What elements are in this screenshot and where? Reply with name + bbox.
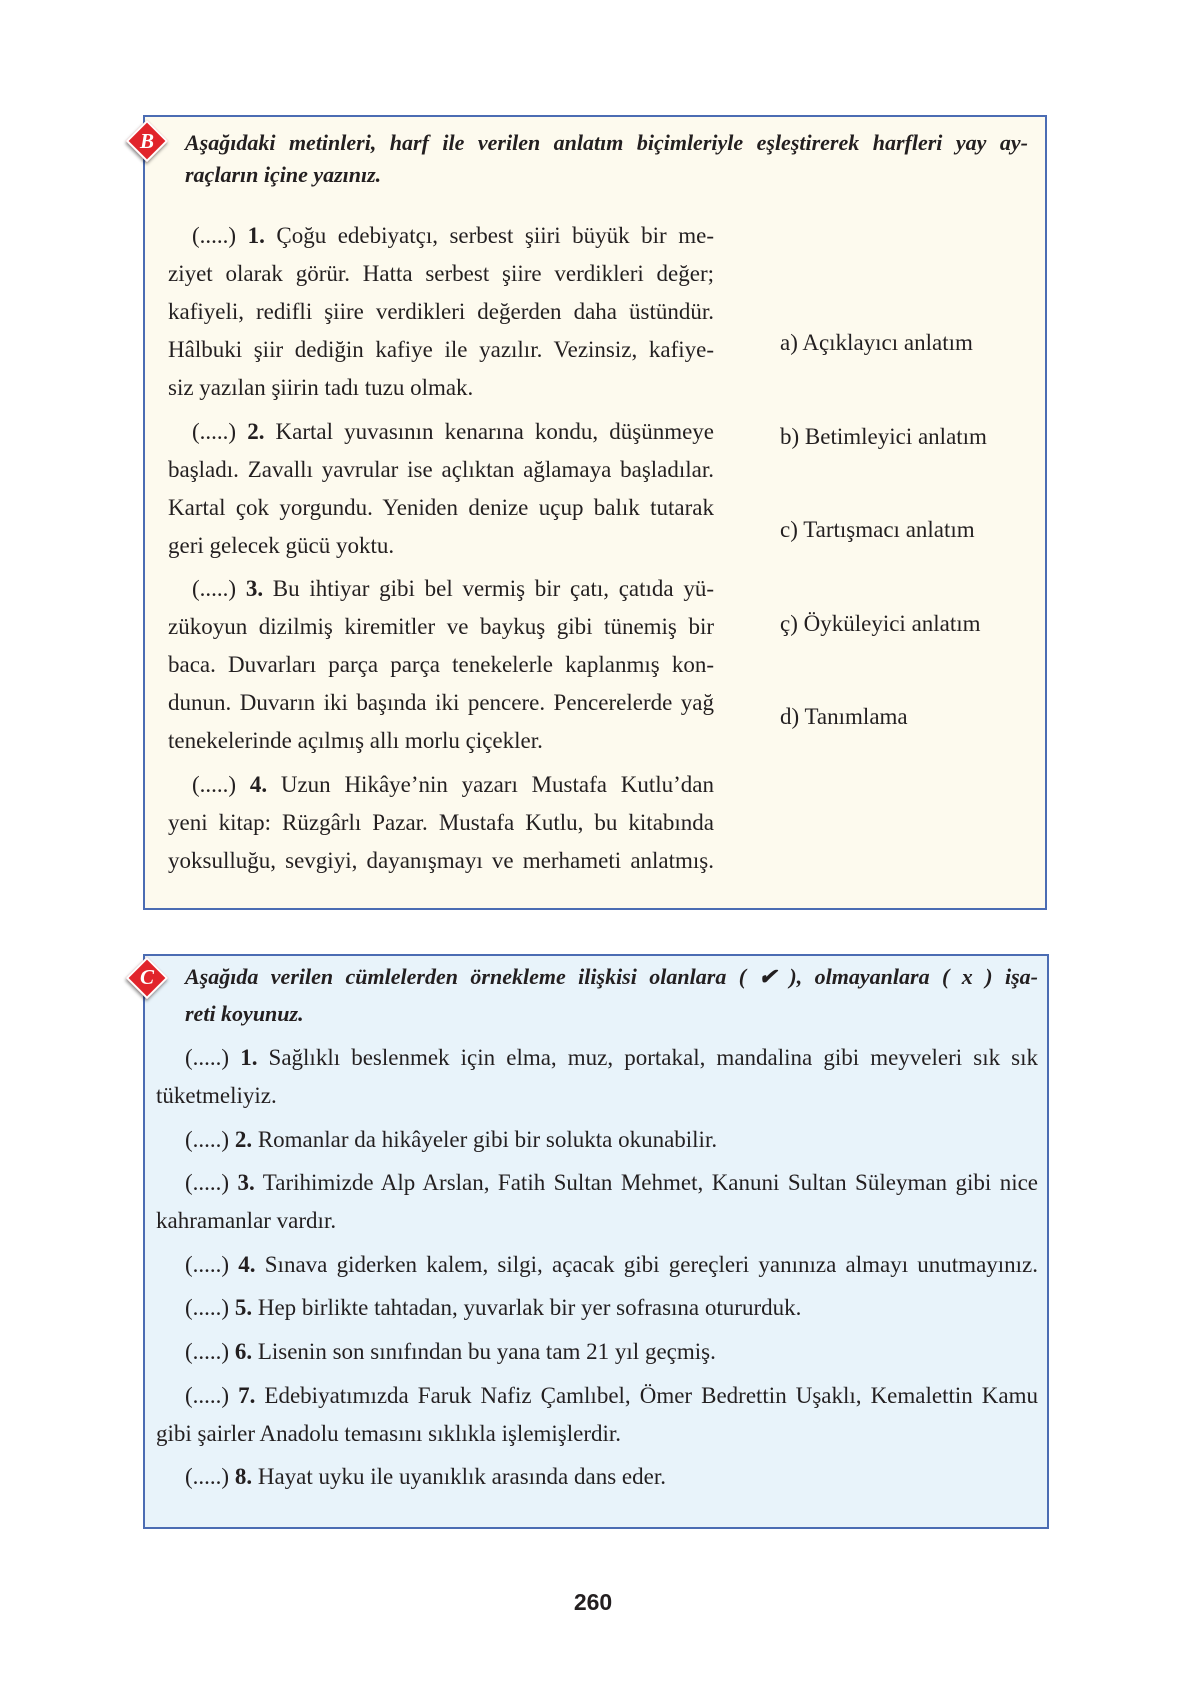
text-line-content: Uzun Hikâye’nin yazarı Mustafa Kutlu’dan — [280, 772, 714, 798]
text-3-line-2: zükoyun dizilmiş kiremitler ve baykuş gibi tünemiş bir — [168, 614, 714, 640]
sentence-line-content: Hayat uyku ile uyanıklık arasında dans eder. — [257, 1464, 666, 1490]
sentence-number: 2. — [234, 1126, 253, 1152]
exercise-b-texts — [168, 217, 714, 880]
section-c-letter: C — [139, 965, 154, 989]
section-b-letter: B — [139, 128, 154, 153]
text-number: 4. — [249, 772, 268, 798]
answer-blank: (.....) — [185, 1382, 230, 1408]
answer-blank: (.....) — [192, 223, 237, 248]
text-1 — [168, 217, 714, 407]
text-2-line-2: başladı. Zavallı yavrular ise açlıktan ağlamaya başladılar. — [168, 456, 714, 482]
sentence-7 — [156, 1377, 1038, 1453]
sentence-line-content: Hep birlikte tahtadan, yuvarlak bir yer sofrasına otururduk. — [257, 1295, 802, 1321]
sentence-number: 5. — [234, 1295, 253, 1321]
sentence-number: 7. — [238, 1382, 256, 1408]
sentence-2 — [156, 1121, 1038, 1159]
option-c: c) Tartışmacı anlatım — [780, 517, 975, 543]
text-4 — [168, 766, 714, 880]
section-b-badge-icon — [132, 126, 162, 156]
sentence-1-line-2: tüketmeliyiz. — [156, 1083, 277, 1108]
sentence-line-content: Sağlıklı beslenmek için elma, muz, portakal, mandalina gibi meyveleri sık sık — [268, 1045, 1039, 1070]
sentence-5 — [156, 1289, 1038, 1327]
text-number: 1. — [247, 223, 265, 248]
answer-blank: (.....) — [185, 1251, 230, 1277]
text-4-line-2: yeni kitap: Rüzgârlı Pazar. Mustafa Kutlu, bu kitabında — [168, 810, 714, 836]
text-2-line-4: geri gelecek gücü yoktu. — [168, 532, 395, 558]
sentence-number: 8. — [234, 1464, 253, 1490]
exercise-c-sentences — [156, 1039, 1038, 1496]
sentence-3-line-1 — [156, 1164, 1038, 1202]
answer-blank: (.....) — [185, 1464, 230, 1490]
sentence-4 — [156, 1246, 1038, 1284]
text-4-line-1 — [168, 766, 714, 804]
option-c-cedilla: ç) Öyküleyici anlatım — [780, 610, 981, 636]
answer-blank: (.....) — [185, 1338, 230, 1364]
text-line-content: Kartal yuvasının kenarına kondu, düşünmeye — [275, 418, 715, 444]
sentence-3 — [156, 1164, 1038, 1240]
text-1-line-4: Hâlbuki şiir dediğin kafiye ile yazılır. Vezinsiz, kafiye- — [168, 337, 714, 362]
text-3-line-5: tenekelerinde açılmış allı morlu çiçekler. — [168, 728, 543, 754]
instruction-line-1: Aşağıda verilen cümlelerden örnekleme ilişkisi olanlara ( ✔ ), olmayanlara ( x ) işa- — [185, 963, 1038, 989]
exercise-b-box — [139, 115, 1047, 910]
sentence-6 — [156, 1333, 1038, 1371]
sentence-6-line-1 — [156, 1333, 1038, 1371]
text-3-line-1 — [168, 570, 714, 608]
text-line-content: Çoğu edebiyatçı, serbest şiiri büyük bir me- — [276, 223, 714, 248]
answer-blank: (.....) — [192, 418, 237, 444]
sentence-line-content: Romanlar da hikâyeler gibi bir solukta okunabilir. — [257, 1126, 718, 1152]
text-3-line-4: dunun. Duvarın iki başında iki pencere. Pencerelerde yağ — [168, 690, 714, 716]
sentence-7-line-2: gibi şairler Anadolu temasını sıklıkla işlemişlerdir. — [156, 1420, 622, 1446]
sentence-line-content: Edebiyatımızda Faruk Nafiz Çamlıbel, Ömer Bedrettin Uşaklı, Kemalettin Kamu — [264, 1382, 1039, 1408]
text-2-line-3: Kartal çok yorgundu. Yeniden denize uçup balık tutarak — [168, 494, 714, 520]
answer-blank: (.....) — [192, 772, 237, 798]
text-2 — [168, 413, 714, 565]
sentence-3-line-2: kahramanlar vardır. — [156, 1208, 337, 1234]
answer-blank: (.....) — [185, 1295, 230, 1321]
instruction-line-1: Aşağıdaki metinleri, harf ile verilen anlatım biçimleriyle eşleştirerek harfleri yay ay- — [185, 130, 1028, 155]
answer-blank: (.....) — [185, 1045, 230, 1070]
text-2-line-1 — [168, 413, 714, 451]
option-b: b) Betimleyici anlatım — [780, 423, 987, 449]
instruction-line-2: reti koyunuz. — [185, 1001, 304, 1027]
option-d: d) Tanımlama — [780, 704, 908, 730]
sentence-number: 3. — [237, 1170, 255, 1196]
instruction-line-2: raçların içine yazınız. — [185, 162, 382, 187]
sentence-number: 6. — [234, 1338, 253, 1364]
text-3 — [168, 570, 714, 760]
text-number: 3. — [245, 576, 264, 602]
sentence-4-line-1 — [156, 1246, 1038, 1284]
narration-type-options — [780, 324, 1020, 792]
sentence-line-content: Tarihimizde Alp Arslan, Fatih Sultan Mehmet, Kanuni Sultan Süleyman gibi nice — [262, 1170, 1039, 1196]
text-1-line-1 — [168, 217, 714, 255]
sentence-5-line-1 — [156, 1289, 1038, 1327]
text-1-line-5: siz yazılan şiirin tadı tuzu olmak. — [168, 375, 474, 400]
text-1-line-3: kafiyeli, redifli şiire verdikleri değerden daha üstündür. — [168, 299, 714, 324]
text-number: 2. — [247, 418, 265, 444]
sentence-2-line-1 — [156, 1121, 1038, 1159]
text-line-content: Bu ihtiyar gibi bel vermiş bir çatı, çatıda yü- — [272, 576, 715, 602]
answer-blank: (.....) — [185, 1126, 230, 1152]
sentence-1 — [156, 1039, 1038, 1115]
answer-blank: (.....) — [185, 1170, 230, 1196]
sentence-number: 1. — [240, 1045, 258, 1070]
sentence-line-content: Sınava giderken kalem, silgi, açacak gibi gereçleri yanınıza almayı unutmayınız. — [264, 1251, 1039, 1277]
sentence-1-line-1 — [156, 1039, 1038, 1077]
option-a: a) Açıklayıcı anlatım — [780, 330, 973, 356]
sentence-7-line-1 — [156, 1377, 1038, 1415]
exercise-b-instruction — [185, 127, 1028, 191]
text-1-line-2: ziyet olarak görür. Hatta serbest şiire verdikleri değer; — [168, 261, 714, 286]
text-3-line-3: baca. Duvarları parça parça tenekelerle kaplanmış kon- — [168, 652, 714, 678]
sentence-8-line-1 — [156, 1458, 1038, 1496]
section-c-badge-icon — [132, 963, 162, 993]
text-4-line-3: yoksulluğu, sevgiyi, dayanışmayı ve merhameti anlatmış. — [168, 848, 714, 874]
sentence-line-content: Lisenin son sınıfından bu yana tam 21 yıl geçmiş. — [257, 1338, 716, 1364]
exercise-c-box — [139, 954, 1049, 1529]
exercise-c-instruction — [185, 958, 1038, 1033]
page-number: 260 — [573, 1589, 613, 1615]
sentence-number: 4. — [238, 1251, 256, 1277]
sentence-8 — [156, 1458, 1038, 1496]
answer-blank: (.....) — [192, 576, 237, 602]
